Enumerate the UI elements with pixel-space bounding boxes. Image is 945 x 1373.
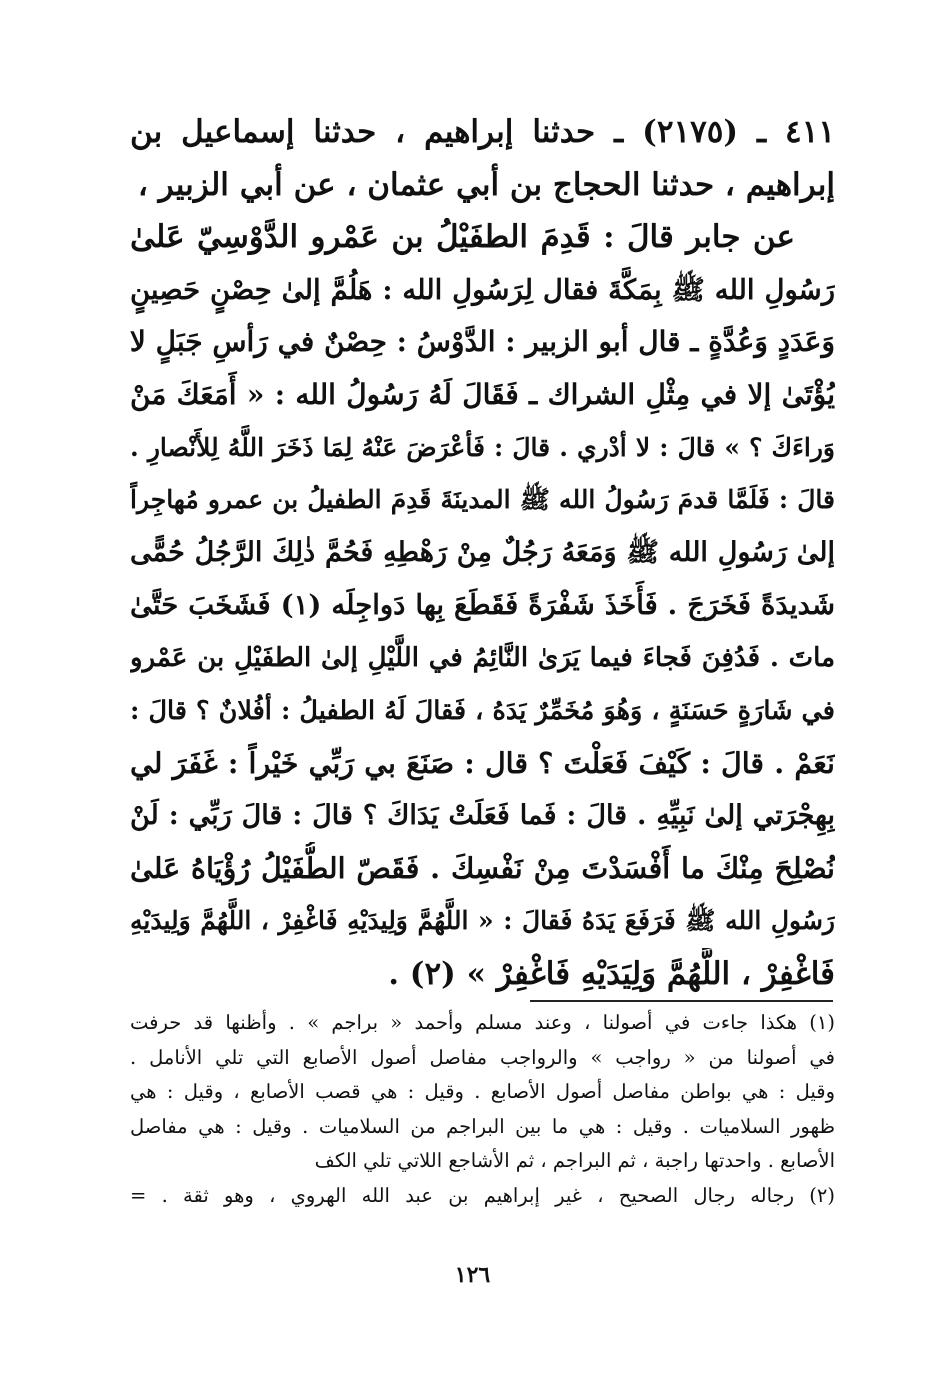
hadith-line: رَسُولِ الله ﷺ بِمَكَّةَ فقال لِرَسُولِ الله : هَلُمَّ إلىٰ حِصْنٍ حَصِينٍ: [130, 273, 835, 306]
hadith-line: قالَ : فَلَمَّا قدمَ رَسُولُ الله ﷺ المدينَةَ قَدِمَ الطفيلُ بن عمرو مُهاجِراً: [130, 485, 835, 515]
hadith-line: يُؤْتَىٰ إلا في مِثْلِ الشراك ـ فَقَالَ لَهُ رَسُولُ الله : « أَمَعَكَ مَنْ: [130, 377, 835, 411]
footnote-line: في أصولنا من « رواجب » والرواجب مفاصل أصول الأصابع التي تلي الأنامل .: [130, 1045, 835, 1069]
footnote-line: ظهور السلاميات . وقيل : هي ما بين البراجم من السلاميات . وقيل : هي مفاصل: [130, 1114, 835, 1138]
page-number: ١٢٦: [454, 1262, 491, 1288]
footnote-line: وقيل : هي بواطن مفاصل أصول الأصابع . وقيل : هي قصب الأصابع ، وقيل : هي: [130, 1080, 835, 1104]
hadith-line: ماتَ . فَدُفِنَ فَجاءَ فيما يَرَىٰ النَّائِمُ في اللَّيْلِ إلىٰ الطفَيْلِ بن عَمْرو: [130, 642, 835, 673]
hadith-line: فَاغْفِرْ ، اللَّهُمَّ وَلِيَدَيْهِ فَاغْفِرْ » (٢) .: [388, 955, 835, 992]
hadith-text: [130, 106, 835, 1000]
hadith-line: إبراهيم ، حدثنا الحجاج بن أبي عثمان ، عن أبي الزبير ،: [137, 166, 835, 203]
footnote-line: (٢) رجاله رجال الصحيح ، غير إبراهيم بن عبد الله الهروي ، وهو ثقة . =: [130, 1183, 835, 1207]
footnote-line: الأصابع . واحدتها راجبة ، ثم البراجم ، ثم الأشاجع اللاتي تلي الكف: [314, 1149, 835, 1173]
hadith-line: في شَارَةٍ حَسَنَةٍ ، وَهُوَ مُخَمِّرٌ يَدَهُ ، فَقالَ لَهُ الطفيلُ : أفُلانٌ ؟ قالَ :: [130, 695, 835, 726]
footnote-divider: [530, 1000, 833, 1002]
footnote-line: (١) هكذا جاءت في أصولنا ، وعند مسلم وأحمد « براجم » . وأظنها قد حرفت: [130, 1011, 835, 1034]
hadith-line: بِهِجْرَتي إلىٰ نَبِيِّهِ . قالَ : فَما فَعَلَتْ يَدَاكَ ؟ قالَ : قالَ رَبِّي : لَنْ: [130, 799, 835, 831]
hadith-line: إلىٰ رَسُولِ الله ﷺ وَمَعَهُ رَجُلٌ مِنْ رَهْطِهِ فَحُمَّ ذٰلِكَ الرَّجُلُ حُمًّى: [130, 536, 835, 568]
hadith-line: شَديدَةً فَخَرَجَ . فَأَخَذَ شَفْرَةً فَقَطَعَ بِها دَواجِلَه (١) فَشَخَبَ حَتَّىٰ: [130, 589, 835, 622]
hadith-line: رَسُولِ الله ﷺ فَرَفَعَ يَدَهُ فَقالَ : « اللَّهُمَّ وَلِيدَيْهِ فَاغْفِرْ ، اللَّهُمَّ وَلِيدَيْهِ: [130, 905, 835, 935]
hadith-line: نَعَمْ . قالَ : كَيْفَ فَعَلْتَ ؟ قال : صَنَعَ بي رَبِّي خَيْراً : غَفَرَ لي: [130, 746, 835, 781]
hadith-line: نُصْلِحَ مِنْكَ ما أَفْسَدْتَ مِنْ نَفْسِكَ . فَقَصّ الطُّفَيْلُ رُؤْيَاهُ عَلىٰ: [130, 851, 835, 886]
footnotes: [130, 1006, 835, 1214]
hadith-line: عن جابر قالَ : قَدِمَ الطفَيْلُ بن عَمْرو الدَّوْسِيّ عَلىٰ: [130, 219, 795, 256]
hadith-line: وَراءَكَ ؟ » قالَ : لا أدْري . قالَ : فَأعْرَضَ عَنْهُ لِمَا ذَخَرَ اللَّهُ لِلأَنْصارِ .: [130, 432, 835, 462]
hadith-line: ٤١١ ـ (٢١٧٥) ـ حدثنا إبراهيم ، حدثنا إسماعيل بن: [130, 114, 835, 150]
hadith-line: وَعَدَدٍ وَعُدَّةٍ ـ قال أبو الزبير : الدَّوْسُ : حِصْنٌ في رَأسِ جَبَلٍ لا: [130, 325, 835, 359]
